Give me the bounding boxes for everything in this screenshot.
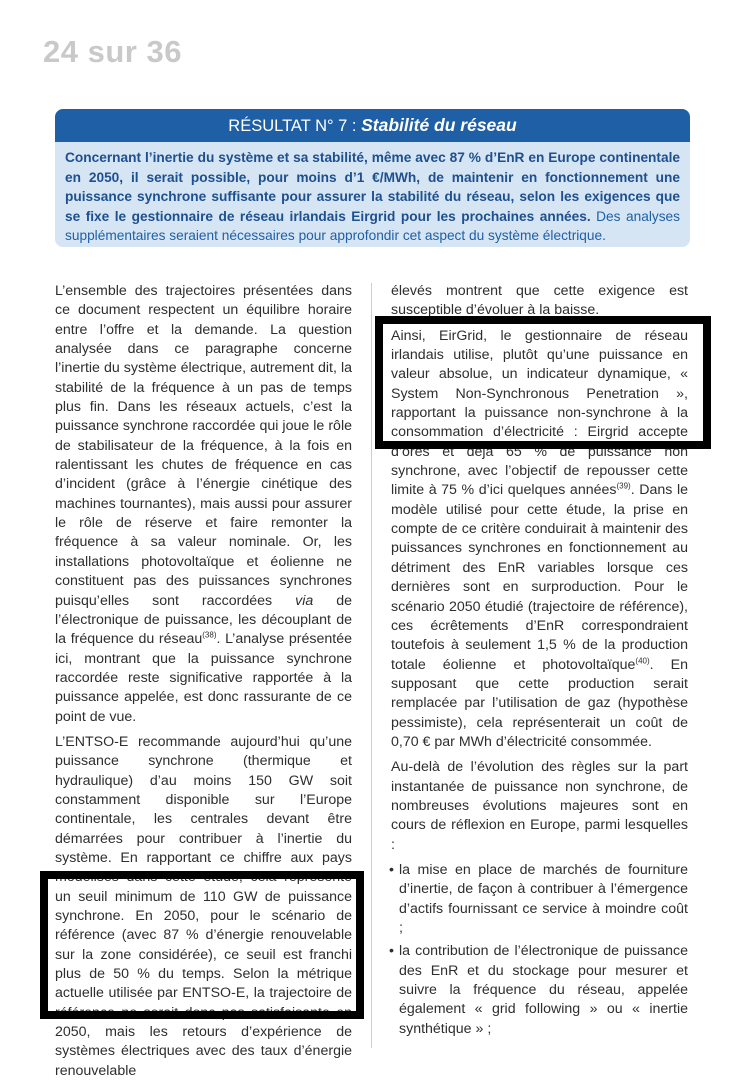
left-p1-text-a: L’ensemble des trajectoires présentées dans ce document respectent un équilibre horaire entre l’offre et la demande. La question analysée dans ce paragraphe concerne l’inertie du système électrique, autrement dit, la stabilité de la fréquence à un pas de temps plus fin. Dans les réseaux actuels, c’est la puissance synchrone raccordée qui joue le rôle de stabilisateur de la fréquence, à la fois en ralentissant les chutes de fréquence en cas d’incident (grâce à l’énergie cinétique des machines tournantes), mais aussi pour assurer le rôle de réserve et faire remonter la fréquence à sa valeur nominale. Or, les installations photovoltaïque et éolienne ne constituent pas des puissances synchrones puisqu’elles sont raccordées [55,283,352,609]
left-paragraph-1 [55,282,352,727]
result-summary-regular: Des analyses supplémentaires seraient nécessaires pour approfondir cet aspect du système électrique. [65,208,681,244]
highlight-box-left [40,871,364,1019]
result-summary [55,142,690,246]
result-name: Stabilité du réseau [361,115,517,135]
footnote-ref-39: (39) [616,481,631,491]
right-paragraph-1: élevés montrent que cette exigence est susceptible d’évoluer à la baisse. [391,283,688,319]
result-box [55,109,690,247]
result-label: RÉSULTAT N° 7 : [228,117,362,135]
column-divider [371,283,372,1048]
bullet-item-2: • la contribution de l’électronique de puissance des EnR et du stockage pour mesurer et suivre la fréquence du réseau, appelée également « grid following » ou « inertie synthétique » ; [391,942,688,1039]
left-paragraph-2: L’ENTSO-E recommande aujourd’hui qu’une puissance synchrone (thermique et hydraulique) d’au moins 150 GW soit constamment disponible sur l’Europe continentale, les centrales devant être démarrées pour contribuer à l’inertie du système. En rapportant ce chiffre aux pays modélisés dans cette étude, cela représente un seuil minimum de 110 GW de puissance synchrone. En 2050, pour le scénario de référence (avec 87 % d’énergie renouvelable sur la zone considérée), ce seuil est franchi plus de 50 % du temps. Selon la métrique actuelle utilisée par ENTSO-E, la trajectoire de référence ne serait donc pas satisfaisante en 2050, mais les retours d’expérience de systèmes électriques avec des taux d’énergie renouvelable [55,733,352,1079]
page-counter: 24 sur 36 [43,34,182,69]
footnote-ref-38: (38) [202,630,217,640]
right-p2-text-a: Ainsi, EirGrid, le gestionnaire de réseau irlandais utilise, plutôt qu’une puissance en valeur absolue, un indicateur dynamique, « System Non-Synchronous Penetration », rapportant la puissance non-synchrone à la consommation d’électricité : Eirgrid accepte d’ores et déjà 65 % de puissance non synchrone, avec l’objectif de repousser cette limite à 75 % d’ici quelques années [391,327,688,499]
right-paragraph-3: Au-delà de l’évolution des règles sur la part instantanée de puissance non synchrone, de nombreuses évolutions majeures sont en cours de réflexion en Europe, parmi lesquelles : [391,759,688,853]
result-summary-bold: Concernant l’inertie du système et sa stabilité, même avec 87 % d’EnR en Europe continentale en 2050, il serait possible, pour moins d’1 €/MWh, de maintenir en fonctionnement une puissance synchrone suffisante pour assurer la stabilité du réseau, selon les exigences que se fixe le gestionnaire de réseau irlandais Eirgrid pour les prochaines années. [65,150,680,224]
highlight-box-right [375,316,711,449]
right-p2-text-b: . Dans le modèle utilisé pour cette étude, la prise en compte de ce critère conduirait à maintenir des puissances synchrones en fonctionnement au détriment des EnR variables lorsque ces dernières sont en surproduction. Pour le scénario 2050 étudié (trajectoire de référence), ces écrêtements d’EnR correspondraient toutefois à seulement 1,5 % de la production totale éolienne et photovoltaïque [391,482,688,673]
right-p2-text-c: . En supposant que cette production serait remplacée par l’utilisation de gaz (hypothèse pessimiste), cela représenterait un coût de 0,70 € par MWh d’électricité consommée. [391,656,688,750]
bullet-item-1: • la mise en place de marchés de fourniture d’inertie, de façon à contribuer à l’émergence d’actifs fournissant ce service à moindre coût ; [391,861,688,938]
left-p1-text-c: . L’analyse présentée ici, montrant que la puissance synchrone raccordée reste significative rapportée à la puissance appelée, est donc rassurante de ce point de vue. [55,631,352,725]
left-p1-via: via [295,592,314,609]
footnote-ref-40: (40) [635,655,650,665]
left-p1-text-b: de l’électronique de puissance, les découplant de la fréquence du réseau [55,592,352,648]
bullet-list [391,861,688,1039]
result-header [55,109,690,142]
